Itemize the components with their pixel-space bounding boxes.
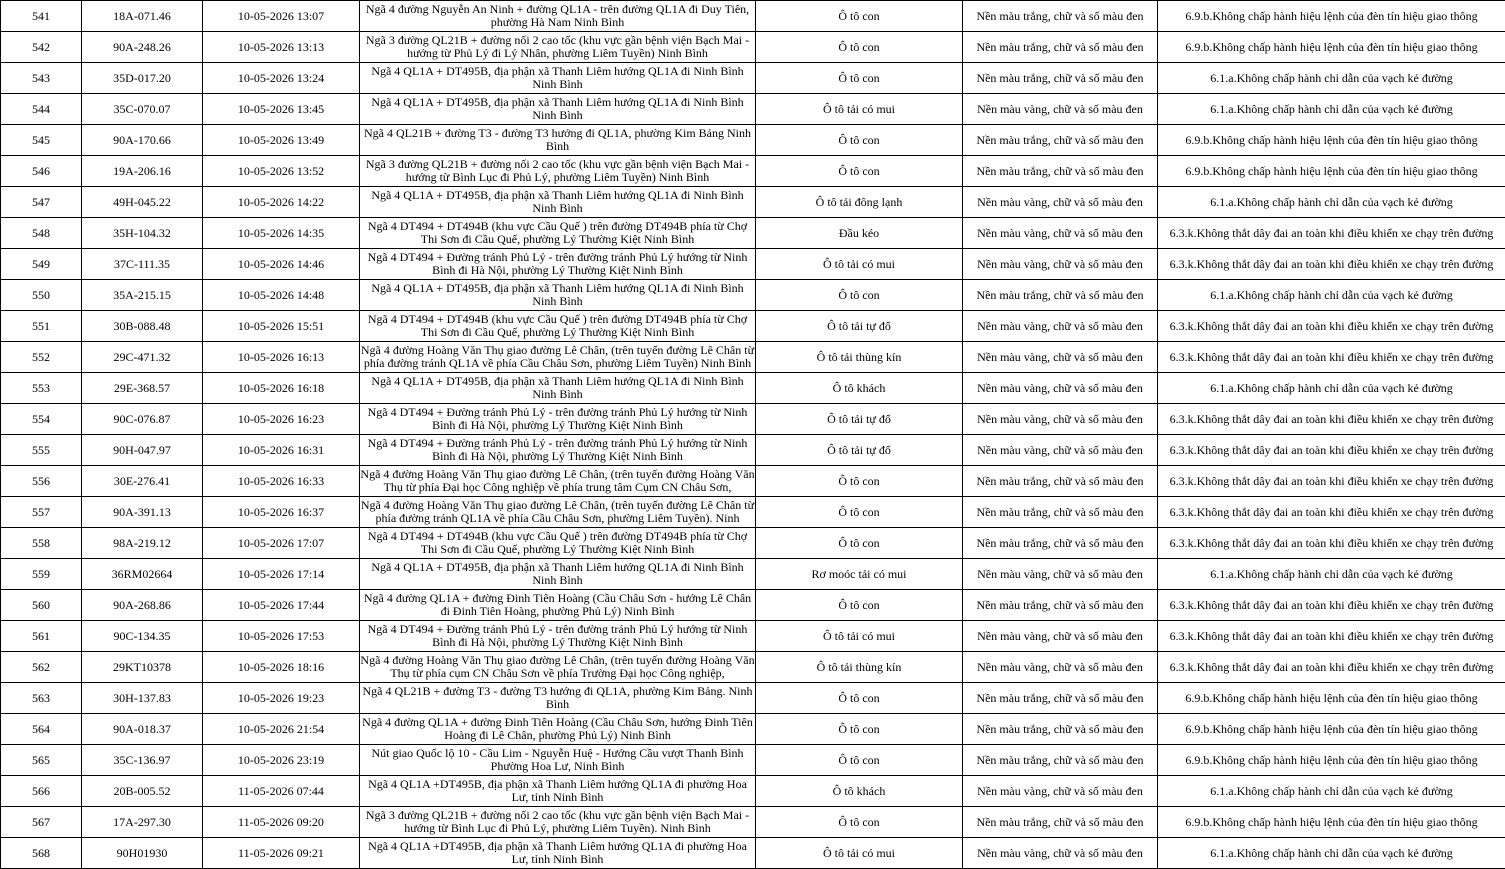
- row-number-cell: 553: [1, 373, 82, 404]
- location-cell: [360, 745, 756, 776]
- row-number-cell: 549: [1, 249, 82, 280]
- timestamp-cell: 10-05-2026 16:31: [203, 435, 360, 466]
- row-number-cell: 547: [1, 187, 82, 218]
- timestamp-cell: 10-05-2026 17:44: [203, 590, 360, 621]
- location-cell: [360, 156, 756, 187]
- timestamp-cell: 10-05-2026 23:19: [203, 745, 360, 776]
- location-cell: [360, 838, 756, 869]
- vehicle-type-cell: Đầu kéo: [756, 218, 963, 249]
- license-plate-cell: 90A-018.37: [82, 714, 203, 745]
- timestamp-cell: 11-05-2026 09:21: [203, 838, 360, 869]
- plate-color-cell: Nền màu vàng, chữ và số màu đen: [963, 249, 1158, 280]
- license-plate-cell: 90A-248.26: [82, 32, 203, 63]
- location-text: Ngã 4 đường Nguyễn An Ninh + đường QL1A - trên đường QL1A đi Duy Tiên, phường Hà Nam Ninh Bình: [365, 1, 750, 29]
- table-row: [1, 528, 1505, 559]
- table-row: [1, 404, 1505, 435]
- location-cell: [360, 590, 756, 621]
- table-row: [1, 63, 1505, 94]
- location-text: Ngã 4 đường Hoàng Văn Thụ giao đường Lê Chân, (trên tuyến đường Hoàng Văn Thụ từ phía Đại học Công nghiệp về phía trung tâm Cụm CN Châu Sơn,: [360, 466, 755, 494]
- vehicle-type-cell: Ô tô tải có mui: [756, 249, 963, 280]
- location-text: Ngã 4 đường Hoàng Văn Thụ giao đường Lê Chân, (trên tuyến đường Hoàng Văn Thụ từ phía cụm CN Châu Sơn về phía Trường Đại học Công nghiệp,: [360, 652, 755, 680]
- violation-cell: 6.9.b.Không chấp hành hiệu lệnh của đèn tín hiệu giao thông: [1158, 32, 1505, 63]
- vehicle-type-cell: Ô tô con: [756, 714, 963, 745]
- table-row: [1, 807, 1505, 838]
- license-plate-cell: 20B-005.52: [82, 776, 203, 807]
- plate-color-cell: Nền màu vàng, chữ và số màu đen: [963, 94, 1158, 125]
- location-text: Ngã 4 QL1A + DT495B, địa phận xã Thanh Liêm hướng QL1A đi Ninh Bình Ninh Bình: [371, 187, 744, 215]
- plate-color-cell: Nền màu vàng, chữ và số màu đen: [963, 621, 1158, 652]
- plate-color-cell: Nền màu vàng, chữ và số màu đen: [963, 776, 1158, 807]
- violation-cell: 6.9.b.Không chấp hành hiệu lệnh của đèn tín hiệu giao thông: [1158, 1, 1505, 32]
- location-text: Ngã 4 DT494 + Đường tránh Phủ Lý - trên đường tránh Phủ Lý hướng từ Ninh Bình đi Hà Nội, phường Lý Thường Kiệt Ninh Bình: [367, 621, 748, 649]
- violation-cell: 6.3.k.Không thắt dây đai an toàn khi điều khiển xe chạy trên đường: [1158, 652, 1505, 683]
- timestamp-cell: 10-05-2026 16:18: [203, 373, 360, 404]
- vehicle-type-cell: Ô tô con: [756, 683, 963, 714]
- license-plate-cell: 19A-206.16: [82, 156, 203, 187]
- location-cell: [360, 1, 756, 32]
- timestamp-cell: 10-05-2026 19:23: [203, 683, 360, 714]
- vehicle-type-cell: Ô tô con: [756, 156, 963, 187]
- table-row: [1, 218, 1505, 249]
- row-number-cell: 568: [1, 838, 82, 869]
- location-text: Ngã 3 đường QL21B + đường nối 2 cao tốc (khu vực gần bệnh viện Bạch Mai - hướng từ Phủ Lý đi Lý Nhân, phường Liêm Tuyền) Ninh Bình: [365, 32, 750, 60]
- violation-cell: 6.1.a.Không chấp hành chỉ dẫn của vạch kẻ đường: [1158, 776, 1505, 807]
- location-text: Ngã 4 đường Hoàng Văn Thụ giao đường Lê Chân, (trên tuyến đường Lê Chân từ phía đường tránh QL1A về phía Cầu Châu Sơn, phường Liêm Tuyền). Ninh: [360, 497, 755, 525]
- violation-cell: 6.3.k.Không thắt dây đai an toàn khi điều khiển xe chạy trên đường: [1158, 342, 1505, 373]
- timestamp-cell: 10-05-2026 14:22: [203, 187, 360, 218]
- location-text: Ngã 3 đường QL21B + đường nối 2 cao tốc (khu vực gần bệnh viện Bạch Mai - hướng từ Bình Lục đi Phủ Lý, phường Liêm Tuyền) Ninh Bình: [365, 156, 750, 184]
- license-plate-cell: 36RM02664: [82, 559, 203, 590]
- license-plate-cell: 17A-297.30: [82, 807, 203, 838]
- table-row: [1, 621, 1505, 652]
- location-cell: [360, 683, 756, 714]
- vehicle-type-cell: Ô tô tải thùng kín: [756, 342, 963, 373]
- plate-color-cell: Nền màu vàng, chữ và số màu đen: [963, 218, 1158, 249]
- plate-color-cell: Nền màu trắng, chữ và số màu đen: [963, 590, 1158, 621]
- location-text: Ngã 4 DT494 + DT494B (khu vực Cầu Quế ) trên đường DT494B phía từ Chợ Thi Sơn đi Cầu Quế, phường Lý Thường Kiệt Ninh Bình: [367, 311, 748, 339]
- plate-color-cell: Nền màu vàng, chữ và số màu đen: [963, 187, 1158, 218]
- location-text: Ngã 4 DT494 + DT494B (khu vực Cầu Quế ) trên đường DT494B phía từ Chợ Thi Sơn đi Cầu Quế, phường Lý Thường Kiệt Ninh Bình: [367, 218, 748, 246]
- location-cell: [360, 373, 756, 404]
- location-cell: [360, 404, 756, 435]
- location-text: Ngã 4 DT494 + Đường tránh Phủ Lý - trên đường tránh Phủ Lý hướng từ Ninh Bình đi Hà Nội, phường Lý Thường Kiệt Ninh Bình: [367, 249, 748, 277]
- location-text: Ngã 4 QL1A + DT495B, địa phận xã Thanh Liêm hướng QL1A đi Ninh Bình Ninh Bình: [371, 280, 744, 308]
- license-plate-cell: 90C-076.87: [82, 404, 203, 435]
- violation-cell: 6.9.b.Không chấp hành hiệu lệnh của đèn tín hiệu giao thông: [1158, 125, 1505, 156]
- table-row: [1, 156, 1505, 187]
- vehicle-type-cell: Rơ moóc tải có mui: [756, 559, 963, 590]
- violation-cell: 6.9.b.Không chấp hành hiệu lệnh của đèn tín hiệu giao thông: [1158, 745, 1505, 776]
- license-plate-cell: 90H-047.97: [82, 435, 203, 466]
- plate-color-cell: Nền màu trắng, chữ và số màu đen: [963, 807, 1158, 838]
- violation-cell: 6.9.b.Không chấp hành hiệu lệnh của đèn tín hiệu giao thông: [1158, 714, 1505, 745]
- location-text: Ngã 4 QL1A +DT495B, địa phận xã Thanh Liêm hướng QL1A đi phường Hoa Lư, tỉnh Ninh Bình: [368, 838, 747, 866]
- violations-table-body: [1, 1, 1505, 869]
- row-number-cell: 555: [1, 435, 82, 466]
- table-row: [1, 1, 1505, 32]
- location-cell: [360, 559, 756, 590]
- timestamp-cell: 10-05-2026 16:13: [203, 342, 360, 373]
- table-row: [1, 590, 1505, 621]
- table-row: [1, 838, 1505, 869]
- location-text: Ngã 4 QL1A +DT495B, địa phận xã Thanh Liêm hướng QL1A đi phường Hoa Lư, tỉnh Ninh Bình: [368, 776, 747, 804]
- location-cell: [360, 342, 756, 373]
- location-text: Ngã 4 QL1A + DT495B, địa phận xã Thanh Liêm hướng QL1A đi Ninh Bình Ninh Bình: [371, 559, 744, 587]
- location-text: Ngã 4 DT494 + Đường tránh Phủ Lý - trên đường tránh Phủ Lý hướng từ Ninh Bình đi Hà Nội, phường Lý Thường Kiệt Ninh Bình: [367, 404, 748, 432]
- row-number-cell: 551: [1, 311, 82, 342]
- table-row: [1, 466, 1505, 497]
- license-plate-cell: 35D-017.20: [82, 63, 203, 94]
- violation-cell: 6.9.b.Không chấp hành hiệu lệnh của đèn tín hiệu giao thông: [1158, 683, 1505, 714]
- violation-cell: 6.1.a.Không chấp hành chỉ dẫn của vạch kẻ đường: [1158, 373, 1505, 404]
- license-plate-cell: 35H-104.32: [82, 218, 203, 249]
- license-plate-cell: 35C-136.97: [82, 745, 203, 776]
- location-cell: [360, 249, 756, 280]
- license-plate-cell: 98A-219.12: [82, 528, 203, 559]
- violation-cell: 6.3.k.Không thắt dây đai an toàn khi điều khiển xe chạy trên đường: [1158, 435, 1505, 466]
- table-row: [1, 714, 1505, 745]
- license-plate-cell: 30H-137.83: [82, 683, 203, 714]
- license-plate-cell: 90C-134.35: [82, 621, 203, 652]
- table-row: [1, 342, 1505, 373]
- plate-color-cell: Nền màu trắng, chữ và số màu đen: [963, 280, 1158, 311]
- row-number-cell: 567: [1, 807, 82, 838]
- license-plate-cell: 90A-391.13: [82, 497, 203, 528]
- location-text: Ngã 4 QL21B + đường T3 - đường T3 hướng đi QL1A, phường Kim Bảng. Ninh Bình: [362, 683, 753, 711]
- vehicle-type-cell: Ô tô tải có mui: [756, 94, 963, 125]
- timestamp-cell: 11-05-2026 09:20: [203, 807, 360, 838]
- vehicle-type-cell: Ô tô con: [756, 466, 963, 497]
- violation-cell: 6.3.k.Không thắt dây đai an toàn khi điều khiển xe chạy trên đường: [1158, 218, 1505, 249]
- location-cell: [360, 125, 756, 156]
- violation-cell: 6.3.k.Không thắt dây đai an toàn khi điều khiển xe chạy trên đường: [1158, 404, 1505, 435]
- location-cell: [360, 776, 756, 807]
- plate-color-cell: Nền màu vàng, chữ và số màu đen: [963, 404, 1158, 435]
- timestamp-cell: 10-05-2026 14:46: [203, 249, 360, 280]
- plate-color-cell: Nền màu trắng, chữ và số màu đen: [963, 528, 1158, 559]
- row-number-cell: 561: [1, 621, 82, 652]
- row-number-cell: 546: [1, 156, 82, 187]
- plate-color-cell: Nền màu trắng, chữ và số màu đen: [963, 32, 1158, 63]
- timestamp-cell: 10-05-2026 16:37: [203, 497, 360, 528]
- table-row: [1, 683, 1505, 714]
- location-text: Ngã 4 DT494 + Đường tránh Phủ Lý - trên đường tránh Phủ Lý hướng từ Ninh Bình đi Hà Nội, phường Lý Thường Kiệt Ninh Bình: [367, 435, 748, 463]
- table-row: [1, 745, 1505, 776]
- license-plate-cell: 35A-215.15: [82, 280, 203, 311]
- plate-color-cell: Nền màu vàng, chữ và số màu đen: [963, 435, 1158, 466]
- vehicle-type-cell: Ô tô tải có mui: [756, 838, 963, 869]
- location-text: Nút giao Quốc lộ 10 - Cầu Lim - Nguyễn Huệ - Hướng Cầu vượt Thanh Bình Phường Hoa Lư, Ninh Bình: [371, 745, 744, 773]
- license-plate-cell: 30B-088.48: [82, 311, 203, 342]
- row-number-cell: 541: [1, 1, 82, 32]
- violation-cell: 6.3.k.Không thắt dây đai an toàn khi điều khiển xe chạy trên đường: [1158, 590, 1505, 621]
- location-cell: [360, 218, 756, 249]
- row-number-cell: 542: [1, 32, 82, 63]
- timestamp-cell: 10-05-2026 13:24: [203, 63, 360, 94]
- table-row: [1, 776, 1505, 807]
- vehicle-type-cell: Ô tô khách: [756, 373, 963, 404]
- violation-cell: 6.3.k.Không thắt dây đai an toàn khi điều khiển xe chạy trên đường: [1158, 466, 1505, 497]
- violation-cell: 6.1.a.Không chấp hành chỉ dẫn của vạch kẻ đường: [1158, 280, 1505, 311]
- license-plate-cell: 18A-071.46: [82, 1, 203, 32]
- row-number-cell: 565: [1, 745, 82, 776]
- license-plate-cell: 49H-045.22: [82, 187, 203, 218]
- timestamp-cell: 10-05-2026 14:48: [203, 280, 360, 311]
- vehicle-type-cell: Ô tô tải thùng kín: [756, 652, 963, 683]
- location-text: Ngã 4 DT494 + DT494B (khu vực Cầu Quế ) trên đường DT494B phía từ Chợ Thi Sơn đi Cầu Quế, phường Lý Thường Kiệt Ninh Bình: [367, 528, 748, 556]
- vehicle-type-cell: Ô tô tải tự đổ: [756, 311, 963, 342]
- vehicle-type-cell: Ô tô tải tự đổ: [756, 435, 963, 466]
- table-row: [1, 94, 1505, 125]
- violation-cell: 6.3.k.Không thắt dây đai an toàn khi điều khiển xe chạy trên đường: [1158, 528, 1505, 559]
- timestamp-cell: 10-05-2026 13:52: [203, 156, 360, 187]
- location-text: Ngã 4 QL21B + đường T3 - đường T3 hướng đi QL1A, phường Kim Bảng Ninh Bình: [363, 125, 752, 153]
- plate-color-cell: Nền màu trắng, chữ và số màu đen: [963, 683, 1158, 714]
- timestamp-cell: 10-05-2026 16:23: [203, 404, 360, 435]
- location-cell: [360, 652, 756, 683]
- plate-color-cell: Nền màu trắng, chữ và số màu đen: [963, 497, 1158, 528]
- table-row: [1, 373, 1505, 404]
- license-plate-cell: 29C-471.32: [82, 342, 203, 373]
- plate-color-cell: Nền màu trắng, chữ và số màu đen: [963, 714, 1158, 745]
- plate-color-cell: Nền màu trắng, chữ và số màu đen: [963, 125, 1158, 156]
- vehicle-type-cell: Ô tô tải đông lạnh: [756, 187, 963, 218]
- location-cell: [360, 497, 756, 528]
- row-number-cell: 544: [1, 94, 82, 125]
- plate-color-cell: Nền màu vàng, chữ và số màu đen: [963, 652, 1158, 683]
- timestamp-cell: 11-05-2026 07:44: [203, 776, 360, 807]
- row-number-cell: 563: [1, 683, 82, 714]
- violation-cell: 6.9.b.Không chấp hành hiệu lệnh của đèn tín hiệu giao thông: [1158, 807, 1505, 838]
- timestamp-cell: 10-05-2026 15:51: [203, 311, 360, 342]
- violation-cell: 6.3.k.Không thắt dây đai an toàn khi điều khiển xe chạy trên đường: [1158, 311, 1505, 342]
- license-plate-cell: 90A-170.66: [82, 125, 203, 156]
- violation-cell: 6.3.k.Không thắt dây đai an toàn khi điều khiển xe chạy trên đường: [1158, 497, 1505, 528]
- license-plate-cell: 29KT10378: [82, 652, 203, 683]
- timestamp-cell: 10-05-2026 16:33: [203, 466, 360, 497]
- violation-cell: 6.1.a.Không chấp hành chỉ dẫn của vạch kẻ đường: [1158, 838, 1505, 869]
- vehicle-type-cell: Ô tô con: [756, 63, 963, 94]
- location-cell: [360, 94, 756, 125]
- violation-cell: 6.3.k.Không thắt dây đai an toàn khi điều khiển xe chạy trên đường: [1158, 249, 1505, 280]
- row-number-cell: 562: [1, 652, 82, 683]
- license-plate-cell: 29E-368.57: [82, 373, 203, 404]
- table-row: [1, 187, 1505, 218]
- location-cell: [360, 466, 756, 497]
- violation-cell: 6.1.a.Không chấp hành chỉ dẫn của vạch kẻ đường: [1158, 94, 1505, 125]
- vehicle-type-cell: Ô tô con: [756, 32, 963, 63]
- violation-cell: 6.1.a.Không chấp hành chỉ dẫn của vạch kẻ đường: [1158, 559, 1505, 590]
- location-cell: [360, 807, 756, 838]
- table-row: [1, 32, 1505, 63]
- table-row: [1, 280, 1505, 311]
- vehicle-type-cell: Ô tô con: [756, 745, 963, 776]
- plate-color-cell: Nền màu vàng, chữ và số màu đen: [963, 311, 1158, 342]
- location-text: Ngã 4 QL1A + DT495B, địa phận xã Thanh Liêm hướng QL1A đi Ninh Bình Ninh Bình: [371, 373, 744, 401]
- row-number-cell: 545: [1, 125, 82, 156]
- timestamp-cell: 10-05-2026 13:45: [203, 94, 360, 125]
- vehicle-type-cell: Ô tô con: [756, 125, 963, 156]
- timestamp-cell: 10-05-2026 21:54: [203, 714, 360, 745]
- location-cell: [360, 311, 756, 342]
- license-plate-cell: 90H01930: [82, 838, 203, 869]
- violation-cell: 6.9.b.Không chấp hành hiệu lệnh của đèn tín hiệu giao thông: [1158, 156, 1505, 187]
- row-number-cell: 548: [1, 218, 82, 249]
- plate-color-cell: Nền màu trắng, chữ và số màu đen: [963, 1, 1158, 32]
- row-number-cell: 557: [1, 497, 82, 528]
- plate-color-cell: Nền màu vàng, chữ và số màu đen: [963, 559, 1158, 590]
- plate-color-cell: Nền màu trắng, chữ và số màu đen: [963, 745, 1158, 776]
- vehicle-type-cell: Ô tô con: [756, 807, 963, 838]
- vehicle-type-cell: Ô tô con: [756, 497, 963, 528]
- location-text: Ngã 3 đường QL21B + đường nối 2 cao tốc (khu vực gần bệnh viện Bạch Mai - hướng từ Bình Lục đi Phủ Lý, phường Liêm Tuyền). Ninh Bình: [365, 807, 750, 835]
- license-plate-cell: 37C-111.35: [82, 249, 203, 280]
- location-cell: [360, 528, 756, 559]
- location-cell: [360, 32, 756, 63]
- timestamp-cell: 10-05-2026 17:07: [203, 528, 360, 559]
- violation-cell: 6.1.a.Không chấp hành chỉ dẫn của vạch kẻ đường: [1158, 63, 1505, 94]
- timestamp-cell: 10-05-2026 18:16: [203, 652, 360, 683]
- table-row: [1, 249, 1505, 280]
- row-number-cell: 550: [1, 280, 82, 311]
- plate-color-cell: Nền màu vàng, chữ và số màu đen: [963, 838, 1158, 869]
- timestamp-cell: 10-05-2026 17:14: [203, 559, 360, 590]
- vehicle-type-cell: Ô tô con: [756, 1, 963, 32]
- location-text: Ngã 4 đường Hoàng Văn Thụ giao đường Lê Chân, (trên tuyến đường Lê Chân từ phía đường tránh QL1A về phía Cầu Châu Sơn, phường Liêm Tuyền) Ninh Bình: [360, 342, 755, 370]
- row-number-cell: 564: [1, 714, 82, 745]
- table-row: [1, 652, 1505, 683]
- vehicle-type-cell: Ô tô tải tự đổ: [756, 404, 963, 435]
- violation-cell: 6.1.a.Không chấp hành chỉ dẫn của vạch kẻ đường: [1158, 187, 1505, 218]
- license-plate-cell: 90A-268.86: [82, 590, 203, 621]
- timestamp-cell: 10-05-2026 14:35: [203, 218, 360, 249]
- row-number-cell: 554: [1, 404, 82, 435]
- location-text: Ngã 4 QL1A + DT495B, địa phận xã Thanh Liêm hướng QL1A đi Ninh Bình Ninh Bình: [371, 63, 744, 91]
- timestamp-cell: 10-05-2026 17:53: [203, 621, 360, 652]
- timestamp-cell: 10-05-2026 13:13: [203, 32, 360, 63]
- table-row: [1, 497, 1505, 528]
- location-cell: [360, 63, 756, 94]
- license-plate-cell: 35C-070.07: [82, 94, 203, 125]
- plate-color-cell: Nền màu trắng, chữ và số màu đen: [963, 156, 1158, 187]
- location-text: Ngã 4 đường QL1A + đường Đinh Tiên Hoàng (Cầu Châu Sơn - hướng Lê Chân đi Đinh Tiên Hoàng, phường Phủ Lý) Ninh Bình: [363, 590, 752, 618]
- row-number-cell: 556: [1, 466, 82, 497]
- vehicle-type-cell: Ô tô con: [756, 280, 963, 311]
- vehicle-type-cell: Ô tô con: [756, 590, 963, 621]
- plate-color-cell: Nền màu trắng, chữ và số màu đen: [963, 466, 1158, 497]
- timestamp-cell: 10-05-2026 13:07: [203, 1, 360, 32]
- plate-color-cell: Nền màu trắng, chữ và số màu đen: [963, 63, 1158, 94]
- location-cell: [360, 435, 756, 466]
- license-plate-cell: 30E-276.41: [82, 466, 203, 497]
- plate-color-cell: Nền màu vàng, chữ và số màu đen: [963, 342, 1158, 373]
- vehicle-type-cell: Ô tô con: [756, 528, 963, 559]
- plate-color-cell: Nền màu vàng, chữ và số màu đen: [963, 373, 1158, 404]
- location-cell: [360, 621, 756, 652]
- location-cell: [360, 187, 756, 218]
- row-number-cell: 543: [1, 63, 82, 94]
- table-row: [1, 435, 1505, 466]
- location-text: Ngã 4 đường QL1A + đường Đinh Tiên Hoàng (Cầu Châu Sơn, hướng Đinh Tiên Hoàng đi Lê Chân, phường Phủ Lý) Ninh Bình: [362, 714, 753, 742]
- row-number-cell: 566: [1, 776, 82, 807]
- table-row: [1, 559, 1505, 590]
- location-text: Ngã 4 QL1A + DT495B, địa phận xã Thanh Liêm hướng QL1A đi Ninh Bình Ninh Bình: [371, 94, 744, 122]
- row-number-cell: 560: [1, 590, 82, 621]
- violation-cell: 6.3.k.Không thắt dây đai an toàn khi điều khiển xe chạy trên đường: [1158, 621, 1505, 652]
- location-cell: [360, 280, 756, 311]
- row-number-cell: 559: [1, 559, 82, 590]
- row-number-cell: 558: [1, 528, 82, 559]
- timestamp-cell: 10-05-2026 13:49: [203, 125, 360, 156]
- location-cell: [360, 714, 756, 745]
- vehicle-type-cell: Ô tô khách: [756, 776, 963, 807]
- vehicle-type-cell: Ô tô tải có mui: [756, 621, 963, 652]
- table-row: [1, 311, 1505, 342]
- table-row: [1, 125, 1505, 156]
- row-number-cell: 552: [1, 342, 82, 373]
